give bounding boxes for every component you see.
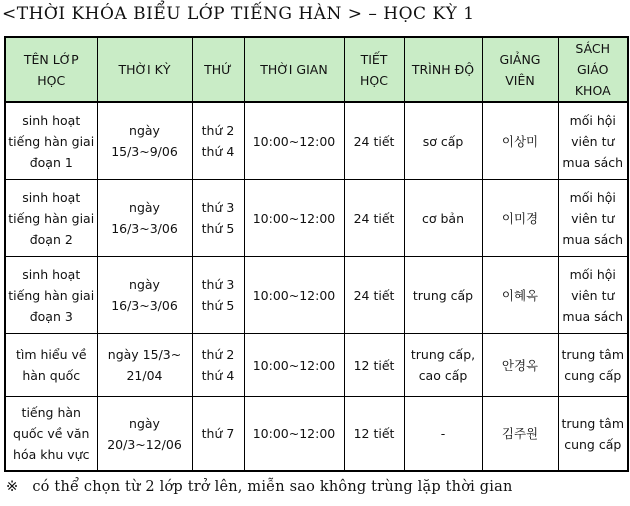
cell-level: trung cấp, cao cấp <box>404 334 482 397</box>
header-level: TRÌNH ĐỘ <box>404 37 482 102</box>
cell-period: ngày 16/3~3/06 <box>97 180 192 257</box>
cell-textbook: trung tâm cung cấp <box>558 334 628 397</box>
header-day: THỨ <box>192 37 244 102</box>
cell-textbook: mối hội viên tư mua sách <box>558 180 628 257</box>
table-row <box>5 334 628 397</box>
footnote-text: có thể chọn từ 2 lớp trở lên, miễn sao không trùng lặp thời gian <box>32 479 513 495</box>
cell-day: thứ 7 <box>192 397 244 472</box>
cell-time: 10:00~12:00 <box>244 334 344 397</box>
cell-hours: 24 tiết <box>344 257 404 334</box>
cell-class: sinh hoạt tiếng hàn giai đoạn 2 <box>5 180 97 257</box>
footnote <box>6 479 513 495</box>
header-row <box>5 37 628 102</box>
cell-time: 10:00~12:00 <box>244 102 344 180</box>
header-textbook: SÁCH GIÁO KHOA <box>558 37 628 102</box>
cell-period: ngày 16/3~3/06 <box>97 257 192 334</box>
header-time: THỜI GIAN <box>244 37 344 102</box>
schedule-table <box>4 36 629 472</box>
table-row <box>5 180 628 257</box>
cell-teacher: 이미경 <box>482 180 558 257</box>
cell-hours: 12 tiết <box>344 334 404 397</box>
cell-teacher: 안경옥 <box>482 334 558 397</box>
cell-level: sơ cấp <box>404 102 482 180</box>
cell-teacher: 이상미 <box>482 102 558 180</box>
page-title: <THỜI KHÓA BIỂU LỚP TIẾNG HÀN > – HỌC KỲ 1 <box>2 4 475 24</box>
cell-class: tiếng hàn quốc về văn hóa khu vực <box>5 397 97 472</box>
cell-day: thứ 2 thứ 4 <box>192 102 244 180</box>
cell-period: ngày 15/3~ 21/04 <box>97 334 192 397</box>
cell-hours: 24 tiết <box>344 102 404 180</box>
cell-period: ngày 20/3~12/06 <box>97 397 192 472</box>
cell-class: sinh hoạt tiếng hàn giai đoạn 1 <box>5 102 97 180</box>
cell-level: cơ bản <box>404 180 482 257</box>
cell-textbook: mối hội viên tư mua sách <box>558 102 628 180</box>
cell-textbook: trung tâm cung cấp <box>558 397 628 472</box>
cell-teacher: 이혜옥 <box>482 257 558 334</box>
cell-day: thứ 2 thứ 4 <box>192 334 244 397</box>
table-row <box>5 102 628 180</box>
header-hours: TIẾT HỌC <box>344 37 404 102</box>
cell-time: 10:00~12:00 <box>244 257 344 334</box>
cell-time: 10:00~12:00 <box>244 397 344 472</box>
cell-level: - <box>404 397 482 472</box>
cell-class: tìm hiểu về hàn quốc <box>5 334 97 397</box>
table-row <box>5 257 628 334</box>
cell-hours: 12 tiết <box>344 397 404 472</box>
cell-level: trung cấp <box>404 257 482 334</box>
cell-period: ngày 15/3~9/06 <box>97 102 192 180</box>
reference-mark-icon: ※ <box>6 479 19 495</box>
cell-day: thứ 3 thứ 5 <box>192 257 244 334</box>
cell-time: 10:00~12:00 <box>244 180 344 257</box>
header-teacher: GIẢNG VIÊN <box>482 37 558 102</box>
table-row <box>5 397 628 472</box>
cell-teacher: 김주원 <box>482 397 558 472</box>
header-class: TÊN LỚP HỌC <box>5 37 97 102</box>
cell-day: thứ 3 thứ 5 <box>192 180 244 257</box>
cell-class: sinh hoạt tiếng hàn giai đoạn 3 <box>5 257 97 334</box>
header-period: THỜI KỲ <box>97 37 192 102</box>
cell-textbook: mối hội viên tư mua sách <box>558 257 628 334</box>
cell-hours: 24 tiết <box>344 180 404 257</box>
